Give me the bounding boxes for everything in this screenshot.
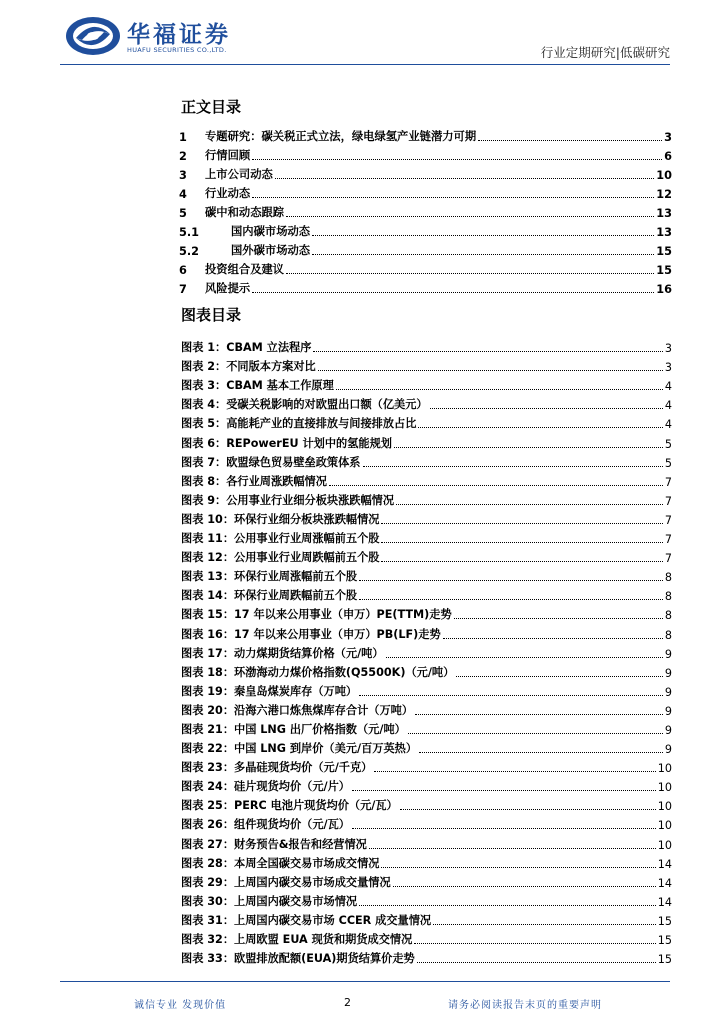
contents-item-number: 1	[179, 131, 187, 144]
figure-item-title: 图表 21：中国 LNG 出厂价格指数（元/吨）	[181, 722, 406, 736]
figure-item-title: 图表 14：环保行业周跌幅前五个股	[181, 589, 358, 603]
footer-divider	[60, 981, 670, 982]
figure-item[interactable]	[181, 909, 672, 928]
figure-item[interactable]	[181, 622, 672, 641]
dot-leader	[381, 561, 662, 562]
figure-item-title: 图表 33：欧盟排放配额(EUA)期货结算价走势	[181, 952, 415, 966]
figure-item-page: 3	[664, 361, 672, 375]
figure-item-page: 3	[664, 342, 672, 356]
figure-item-title: 图表 12：公用事业行业周跌幅前五个股	[181, 551, 380, 565]
dot-leader	[286, 273, 654, 274]
figure-item[interactable]	[181, 393, 672, 412]
figure-item-title: 图表 7：欧盟绿色贸易壁垒政策体系	[181, 455, 361, 469]
figure-item-title: 图表 13：环保行业周涨幅前五个股	[181, 570, 358, 584]
contents-item[interactable]	[179, 258, 672, 277]
figure-item-title: 图表 1：CBAM 立法程序	[181, 341, 312, 355]
dot-leader	[381, 867, 655, 868]
figure-item[interactable]	[181, 412, 672, 431]
figure-item[interactable]	[181, 470, 672, 489]
figure-item-title: 图表 2：不同版本方案对比	[181, 360, 316, 374]
figure-item[interactable]	[181, 890, 672, 909]
contents-list	[179, 125, 672, 296]
dot-leader	[286, 216, 654, 217]
dot-leader	[394, 447, 663, 448]
figure-item[interactable]	[181, 603, 672, 622]
report-type: 行业定期研究|低碳研究	[540, 45, 670, 60]
figure-item-title: 图表 29：上周国内碳交易市场成交量情况	[181, 875, 391, 889]
dot-leader	[433, 924, 656, 925]
contents-item-number: 5	[179, 207, 187, 220]
dot-leader	[252, 159, 662, 160]
brand-name-en: HUAFU SECURITIES CO.,LTD.	[127, 46, 227, 54]
figure-item[interactable]	[181, 431, 672, 450]
contents-item[interactable]	[179, 144, 672, 163]
dot-leader	[381, 542, 662, 543]
figure-item[interactable]	[181, 374, 672, 393]
page-header	[0, 0, 724, 70]
figure-item[interactable]	[181, 832, 672, 851]
figure-item[interactable]	[181, 489, 672, 508]
figure-item-page: 4	[664, 380, 672, 394]
contents-item-title: 风险提示	[205, 282, 251, 295]
figure-item[interactable]	[181, 355, 672, 374]
contents-item-page: 10	[656, 169, 672, 182]
figure-item-title: 图表 3：CBAM 基本工作原理	[181, 379, 334, 393]
figure-item-page: 9	[664, 647, 672, 661]
figure-item[interactable]	[181, 336, 672, 355]
figure-item[interactable]	[181, 928, 672, 947]
figure-item-title: 图表 30：上周国内碳交易市场情况	[181, 894, 358, 908]
figure-item-title: 图表 20：沿海六港口炼焦煤库存合计（万吨）	[181, 703, 414, 717]
dot-leader	[381, 523, 662, 524]
figure-item-page: 10	[657, 762, 672, 776]
contents-item-number: 3	[179, 169, 187, 182]
contents-item-title: 行业动态	[205, 187, 251, 200]
contents-item-page: 15	[656, 264, 672, 277]
contents-item-page: 16	[656, 283, 672, 296]
contents-item-title: 上市公司动态	[205, 168, 273, 181]
brand-name-cn: 华福证券	[127, 22, 231, 48]
contents-item[interactable]	[179, 277, 672, 296]
dot-leader	[275, 178, 654, 179]
figure-item-page: 5	[664, 456, 672, 470]
figure-item-title: 图表 19：秦皇岛煤炭库存（万吨）	[181, 684, 358, 698]
figure-item[interactable]	[181, 871, 672, 890]
figure-item[interactable]	[181, 546, 672, 565]
figure-item-title: 图表 23：多晶硅现货均价（元/千克）	[181, 761, 373, 775]
figure-item[interactable]	[181, 527, 672, 546]
figure-item-title: 图表 6：REPowerEU 计划中的氢能规划	[181, 436, 392, 450]
figure-item-page: 10	[657, 838, 672, 852]
figure-item-page: 8	[664, 609, 672, 623]
huafu-logo-icon	[64, 14, 122, 58]
contents-item-title: 国外碳市场动态	[231, 244, 311, 257]
dot-leader	[419, 752, 663, 753]
dot-leader	[352, 828, 656, 829]
figure-item[interactable]	[181, 775, 672, 794]
dot-leader	[400, 809, 656, 810]
dot-leader	[386, 657, 663, 658]
figure-item-title: 图表 25：PERC 电池片现货均价（元/瓦）	[181, 799, 398, 813]
figure-item-title: 图表 15：17 年以来公用事业（申万）PE(TTM)走势	[181, 608, 452, 622]
contents-item[interactable]	[179, 125, 672, 144]
contents-item-title: 投资组合及建议	[205, 263, 285, 276]
figure-item-page: 8	[664, 571, 672, 585]
dot-leader	[336, 389, 663, 390]
contents-title: 正文目录	[181, 98, 242, 116]
dot-leader	[443, 638, 663, 639]
figure-item[interactable]	[181, 451, 672, 470]
figure-item-page: 4	[664, 399, 672, 413]
figure-item-title: 图表 26：组件现货均价（元/瓦）	[181, 818, 350, 832]
figure-item[interactable]	[181, 947, 672, 966]
figure-item[interactable]	[181, 852, 672, 871]
contents-item-page: 12	[656, 188, 672, 201]
figure-item-page: 9	[664, 685, 672, 699]
figures-list	[181, 336, 672, 966]
dot-leader	[374, 771, 655, 772]
figure-item[interactable]	[181, 737, 672, 756]
contents-item[interactable]	[179, 239, 672, 258]
dot-leader	[393, 886, 656, 887]
figure-item-title: 图表 31：上周国内碳交易市场 CCER 成交量情况	[181, 913, 432, 927]
dot-leader	[456, 676, 663, 677]
contents-item-title: 行情回顾	[205, 149, 251, 162]
dot-leader	[430, 408, 663, 409]
dot-leader	[408, 733, 663, 734]
figure-item-page: 9	[664, 743, 672, 757]
dot-leader	[318, 370, 663, 371]
contents-item-page: 13	[656, 207, 672, 220]
dot-leader	[252, 292, 654, 293]
dot-leader	[454, 618, 663, 619]
figure-item-title: 图表 28：本周全国碳交易市场成交情况	[181, 856, 380, 870]
dot-leader	[478, 140, 662, 141]
dot-leader	[359, 905, 656, 906]
figure-item-title: 图表 22：中国 LNG 到岸价（美元/百万英热）	[181, 742, 418, 756]
figure-item-page: 7	[664, 552, 672, 566]
figure-item-page: 10	[657, 819, 672, 833]
figure-item-page: 9	[664, 704, 672, 718]
dot-leader	[329, 485, 663, 486]
dot-leader	[312, 235, 654, 236]
figure-item-page: 14	[657, 876, 672, 890]
figure-item-page: 9	[664, 666, 672, 680]
contents-item-number: 2	[179, 150, 187, 163]
figure-item-page: 15	[657, 934, 672, 947]
contents-item-page: 6	[664, 150, 672, 163]
figure-item-title: 图表 24：硅片现货均价（元/片）	[181, 780, 350, 794]
figure-item-title: 图表 10：环保行业细分板块涨跌幅情况	[181, 512, 380, 526]
contents-item-title: 碳中和动态跟踪	[205, 206, 285, 219]
figure-item-page: 15	[657, 914, 672, 928]
figure-item[interactable]	[181, 699, 672, 718]
figure-item-page: 14	[657, 857, 672, 871]
figure-item-page: 10	[657, 800, 672, 814]
figure-item-page: 7	[664, 533, 672, 547]
contents-item-number: 4	[179, 188, 187, 201]
dot-leader	[359, 599, 663, 600]
figure-item-title: 图表 27：财务预告&报告和经营情况	[181, 837, 367, 851]
figure-item[interactable]	[181, 718, 672, 737]
figure-item-page: 15	[657, 953, 672, 967]
figure-item[interactable]	[181, 642, 672, 661]
figure-item[interactable]	[181, 756, 672, 775]
figure-item-title: 图表 11：公用事业行业周涨幅前五个股	[181, 532, 380, 546]
dot-leader	[252, 197, 654, 198]
figure-item-page: 8	[664, 628, 672, 642]
contents-item-number: 5.1	[179, 226, 200, 239]
contents-item[interactable]	[179, 220, 672, 239]
dot-leader	[363, 466, 663, 467]
figure-item-page: 7	[664, 494, 672, 508]
contents-item-number: 7	[179, 283, 187, 296]
dot-leader	[359, 695, 663, 696]
contents-item-page: 15	[656, 245, 672, 258]
figure-item-page: 7	[664, 513, 672, 527]
dot-leader	[352, 790, 656, 791]
figure-item-title: 图表 8：各行业周涨跌幅情况	[181, 474, 327, 488]
contents-item-number: 5.2	[179, 245, 200, 258]
header-divider	[60, 64, 670, 65]
figure-item-page: 14	[657, 895, 672, 909]
figure-item-title: 图表 32：上周欧盟 EUA 现货和期货成交情况	[181, 933, 413, 946]
figure-item-title: 图表 16：17 年以来公用事业（申万）PB(LF)走势	[181, 627, 441, 641]
contents-item-number: 6	[179, 264, 187, 277]
dot-leader	[417, 962, 656, 963]
figure-item-title: 图表 5：高能耗产业的直接排放与间接排放占比	[181, 417, 417, 431]
contents-item[interactable]	[179, 182, 672, 201]
dot-leader	[313, 351, 662, 352]
dot-leader	[369, 848, 656, 849]
figure-item-page: 9	[664, 723, 672, 737]
figures-title: 图表目录	[181, 306, 242, 324]
dot-leader	[359, 580, 663, 581]
figure-item[interactable]	[181, 508, 672, 527]
footer-slogan: 诚信专业 发现价值	[134, 1000, 227, 1011]
figure-item-page: 10	[657, 781, 672, 795]
contents-item-title: 国内碳市场动态	[231, 225, 311, 238]
figure-item[interactable]	[181, 661, 672, 680]
dot-leader	[414, 943, 655, 944]
dot-leader	[415, 714, 663, 715]
dot-leader	[312, 254, 654, 255]
figure-item-page: 7	[664, 475, 672, 489]
figure-item-page: 8	[664, 590, 672, 604]
footer-disclaimer: 请务必阅读报告末页的重要声明	[448, 1000, 602, 1011]
figure-item-page: 4	[664, 418, 672, 432]
figure-item[interactable]	[181, 794, 672, 813]
figure-item[interactable]	[181, 565, 672, 584]
figure-item[interactable]	[181, 680, 672, 699]
contents-item-page: 13	[656, 226, 672, 239]
contents-item-title: 专题研究：碳关税正式立法，绿电绿氢产业链潜力可期	[205, 130, 477, 143]
figure-item-title: 图表 4：受碳关税影响的对欧盟出口额（亿美元）	[181, 398, 428, 412]
figure-item-title: 图表 18：环渤海动力煤价格指数(Q5500K)（元/吨）	[181, 665, 455, 679]
page-number: 2	[344, 996, 351, 1009]
figure-item-title: 图表 9：公用事业行业细分板块涨跌幅情况	[181, 493, 395, 507]
figure-item[interactable]	[181, 813, 672, 832]
figure-item[interactable]	[181, 584, 672, 603]
figure-item-page: 5	[664, 437, 672, 451]
figure-item-title: 图表 17：动力煤期货结算价格（元/吨）	[181, 646, 384, 660]
dot-leader	[396, 504, 663, 505]
contents-item[interactable]	[179, 201, 672, 220]
contents-item-page: 3	[664, 131, 672, 144]
dot-leader	[418, 427, 662, 428]
contents-item[interactable]	[179, 163, 672, 182]
